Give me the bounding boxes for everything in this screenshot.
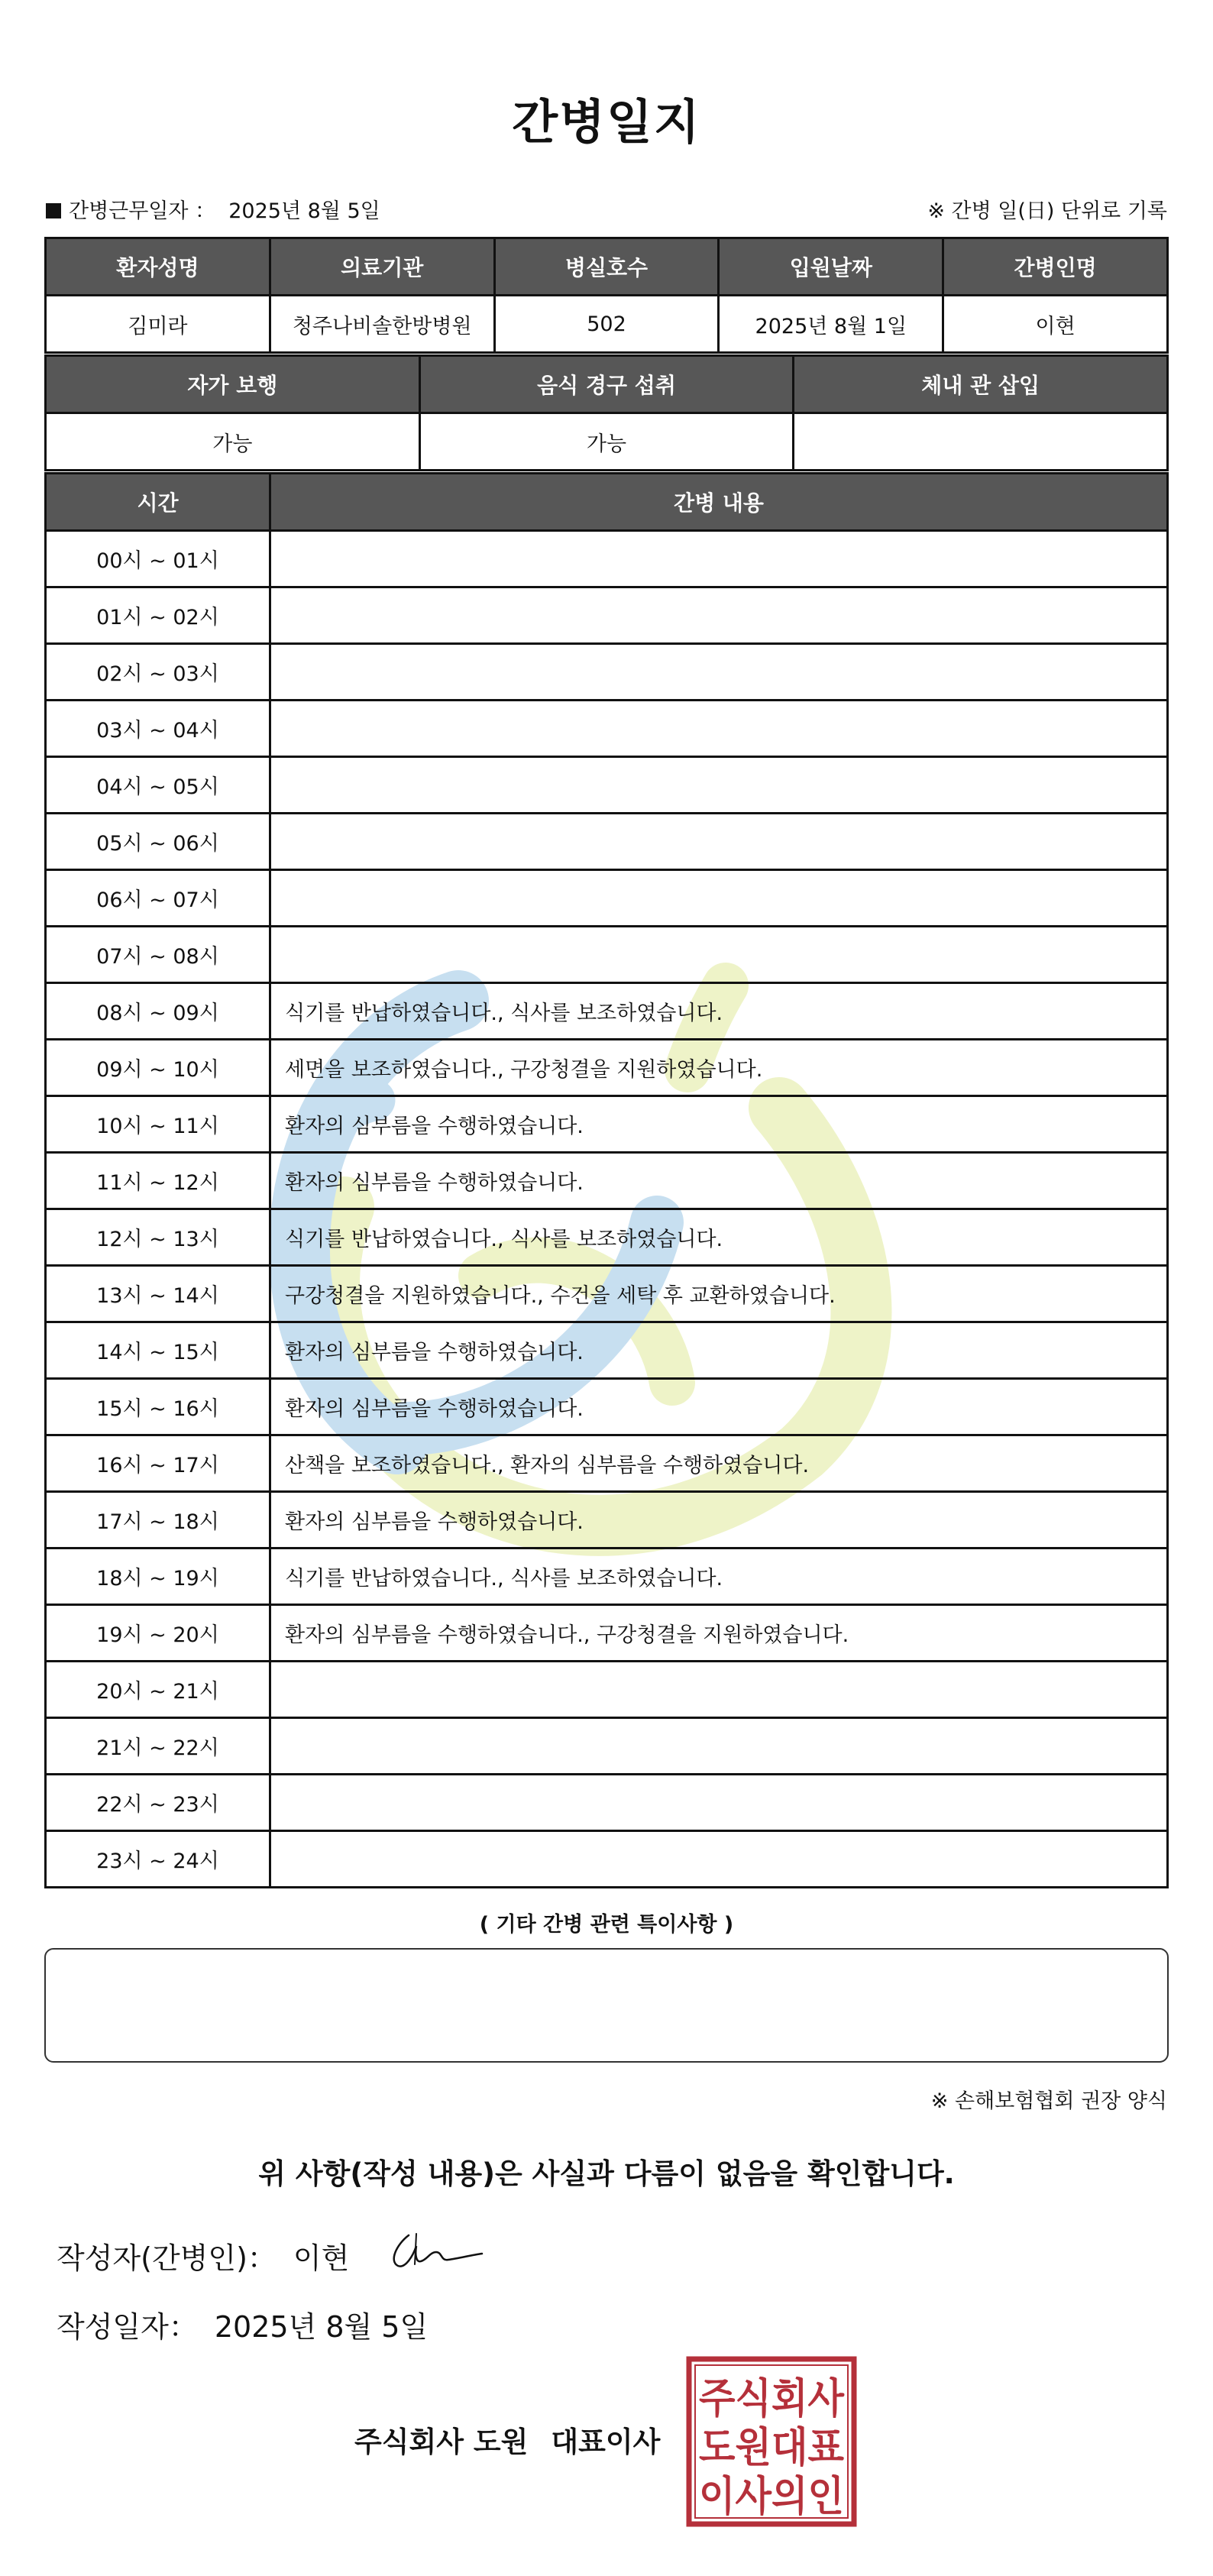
room-number-value: 502 (494, 296, 719, 353)
log-row (46, 1435, 1168, 1492)
log-content: 환자의 심부름을 수행하였습니다. (270, 1096, 1168, 1153)
log-row (46, 814, 1168, 870)
writer-name: 이현 (293, 2241, 350, 2275)
log-time: 22시 ~ 23시 (46, 1775, 270, 1831)
log-row (46, 1153, 1168, 1209)
log-time: 05시 ~ 06시 (46, 814, 270, 870)
log-row (46, 1209, 1168, 1266)
log-time: 07시 ~ 08시 (46, 927, 270, 983)
representative-title: 대표이사 (551, 2426, 661, 2458)
oral-intake-value: 가능 (419, 413, 794, 471)
document-title: 간병일지 (512, 94, 701, 150)
care-log-table (44, 472, 1169, 1888)
log-row (46, 1662, 1168, 1718)
log-time: 16시 ~ 17시 (46, 1435, 270, 1492)
log-content (270, 814, 1168, 870)
record-note: ※ 간병 일(日) 단위로 기록 (927, 199, 1167, 223)
header-room-number: 병실호수 (494, 238, 719, 296)
header-self-walking: 자가 보행 (46, 356, 420, 413)
log-content (270, 644, 1168, 701)
log-time: 18시 ~ 19시 (46, 1549, 270, 1605)
handwritten-signature (386, 2229, 485, 2275)
log-row (46, 1322, 1168, 1379)
header-care-content: 간병 내용 (270, 474, 1168, 531)
log-time: 09시 ~ 10시 (46, 1040, 270, 1096)
log-content: 식기를 반납하였습니다., 식사를 보조하였습니다. (270, 983, 1168, 1040)
log-row (46, 1040, 1168, 1096)
log-row (46, 1831, 1168, 1888)
log-time: 00시 ~ 01시 (46, 531, 270, 587)
log-content (270, 1831, 1168, 1888)
log-row (46, 1266, 1168, 1322)
caregiver-name-value: 이현 (943, 296, 1168, 353)
log-row (46, 1096, 1168, 1153)
log-time: 23시 ~ 24시 (46, 1831, 270, 1888)
log-row (46, 757, 1168, 814)
header-patient-name: 환자성명 (46, 238, 270, 296)
header-tube-insertion: 체내 관 삽입 (794, 356, 1168, 413)
svg-text:주식회사: 주식회사 (699, 2374, 845, 2422)
company-seal (684, 2354, 859, 2529)
log-content: 식기를 반납하였습니다., 식사를 보조하였습니다. (270, 1549, 1168, 1605)
log-content (270, 587, 1168, 644)
writer-label: 작성자(간병인)： (57, 2241, 277, 2275)
svg-text:이사의인: 이사의인 (699, 2472, 844, 2520)
recommendation-note: ※ 손해보험협회 권장 양식 (930, 2089, 1167, 2113)
log-row (46, 1379, 1168, 1435)
log-time: 12시 ~ 13시 (46, 1209, 270, 1266)
tube-insertion-value (794, 413, 1168, 471)
log-row (46, 927, 1168, 983)
log-time: 04시 ~ 05시 (46, 757, 270, 814)
log-time: 03시 ~ 04시 (46, 701, 270, 757)
log-content (270, 1662, 1168, 1718)
log-time: 13시 ~ 14시 (46, 1266, 270, 1322)
header-hospital: 의료기관 (270, 238, 494, 296)
log-row (46, 1718, 1168, 1775)
log-content (270, 1775, 1168, 1831)
special-notes-label: ( 기타 간병 관련 특이사항 ) (479, 1913, 734, 1937)
log-row (46, 1492, 1168, 1549)
work-date-label: 간병근무일자 ： (69, 199, 216, 223)
log-time: 11시 ~ 12시 (46, 1153, 270, 1209)
log-time: 01시 ~ 02시 (46, 587, 270, 644)
written-date-value: 2025년 8월 5일 (214, 2310, 429, 2344)
company-line (354, 2419, 660, 2460)
log-content: 환자의 심부름을 수행하였습니다. (270, 1322, 1168, 1379)
written-date-line (57, 2303, 428, 2345)
log-row (46, 1605, 1168, 1662)
log-content (270, 870, 1168, 927)
log-time: 17시 ~ 18시 (46, 1492, 270, 1549)
header-caregiver-name: 간병인명 (943, 238, 1168, 296)
patient-status-table (44, 354, 1169, 471)
log-time: 14시 ~ 15시 (46, 1322, 270, 1379)
log-content: 환자의 심부름을 수행하였습니다., 구강청결을 지원하였습니다. (270, 1605, 1168, 1662)
log-content (270, 927, 1168, 983)
writer-line (57, 2235, 349, 2277)
log-time: 02시 ~ 03시 (46, 644, 270, 701)
square-bullet-icon (46, 203, 61, 218)
work-date-line (46, 194, 380, 224)
log-content (270, 1718, 1168, 1775)
log-content: 세면을 보조하였습니다., 구강청결을 지원하였습니다. (270, 1040, 1168, 1096)
hospital-value: 청주나비솔한방병원 (270, 296, 494, 353)
log-row (46, 1775, 1168, 1831)
log-row (46, 644, 1168, 701)
admission-date-value: 2025년 8월 1일 (719, 296, 943, 353)
written-date-label: 작성일자： (57, 2310, 198, 2344)
log-time: 15시 ~ 16시 (46, 1379, 270, 1435)
log-row (46, 870, 1168, 927)
log-content: 환자의 심부름을 수행하였습니다. (270, 1153, 1168, 1209)
header-admission-date: 입원날짜 (719, 238, 943, 296)
log-time: 06시 ~ 07시 (46, 870, 270, 927)
log-row (46, 701, 1168, 757)
log-content: 식기를 반납하였습니다., 식사를 보조하였습니다. (270, 1209, 1168, 1266)
confirmation-statement: 위 사항(작성 내용)은 사실과 다름이 없음을 확인합니다. (258, 2157, 955, 2190)
svg-text:도원대표: 도원대표 (699, 2423, 844, 2471)
patient-info-table (44, 237, 1169, 354)
log-content (270, 701, 1168, 757)
log-content: 산책을 보조하였습니다., 환자의 심부름을 수행하였습니다. (270, 1435, 1168, 1492)
log-content: 구강청결을 지원하였습니다., 수건을 세탁 후 교환하였습니다. (270, 1266, 1168, 1322)
header-time: 시간 (46, 474, 270, 531)
log-time: 08시 ~ 09시 (46, 983, 270, 1040)
special-notes-box (44, 1948, 1169, 2063)
log-time: 19시 ~ 20시 (46, 1605, 270, 1662)
work-date-value: 2025년 8월 5일 (228, 199, 380, 223)
log-content (270, 757, 1168, 814)
header-oral-intake: 음식 경구 섭취 (419, 356, 794, 413)
self-walking-value: 가능 (46, 413, 420, 471)
log-content (270, 531, 1168, 587)
log-content: 환자의 심부름을 수행하였습니다. (270, 1492, 1168, 1549)
log-row (46, 983, 1168, 1040)
log-time: 20시 ~ 21시 (46, 1662, 270, 1718)
company-name: 주식회사 도원 (354, 2426, 529, 2458)
log-content: 환자의 심부름을 수행하였습니다. (270, 1379, 1168, 1435)
patient-name-value: 김미라 (46, 296, 270, 353)
log-time: 10시 ~ 11시 (46, 1096, 270, 1153)
log-row (46, 531, 1168, 587)
log-row (46, 1549, 1168, 1605)
log-row (46, 587, 1168, 644)
log-time: 21시 ~ 22시 (46, 1718, 270, 1775)
